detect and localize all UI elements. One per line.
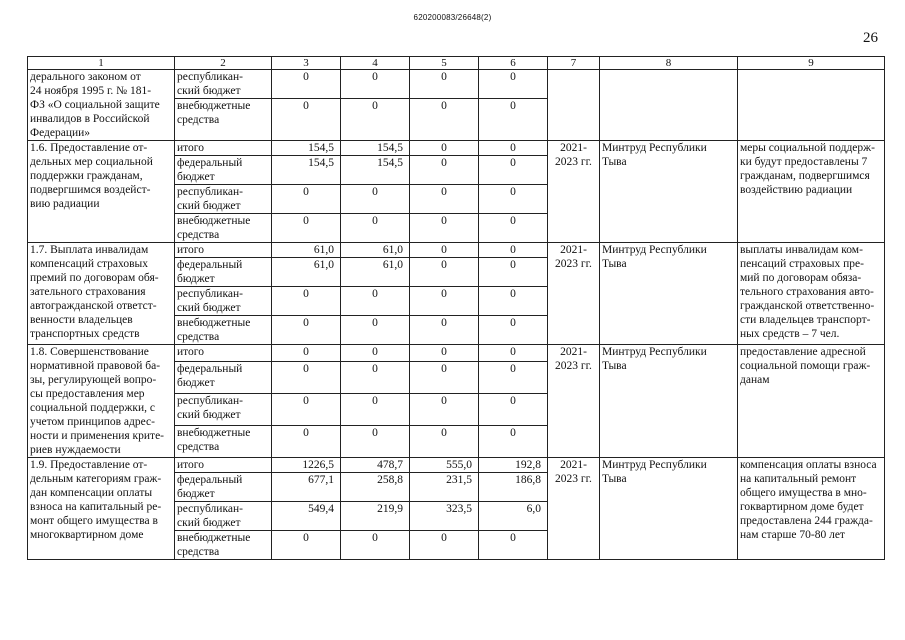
amount-cell: 0 [341, 214, 410, 243]
column-number-header: 9 [738, 57, 885, 70]
amount-cell: 61,0 [341, 243, 410, 258]
amount-cell: 154,5 [272, 141, 341, 156]
amount-cell: 0 [341, 287, 410, 316]
funding-source-cell: республикан- ский бюджет [175, 502, 272, 531]
period-cell: 2021- 2023 гг. [548, 345, 600, 458]
executor-cell: Минтруд Республики Тыва [600, 345, 738, 458]
period-cell: 2021- 2023 гг. [548, 458, 600, 560]
column-number-header: 4 [341, 57, 410, 70]
funding-source-cell: республикан- ский бюджет [175, 70, 272, 99]
funding-source-cell: федеральный бюджет [175, 473, 272, 502]
table-row [28, 458, 885, 473]
amount-cell: 192,8 [479, 458, 548, 473]
amount-cell: 154,5 [341, 156, 410, 185]
amount-cell: 6,0 [479, 502, 548, 531]
amount-cell: 0 [410, 345, 479, 362]
amount-cell: 0 [341, 99, 410, 141]
main-table [27, 56, 885, 560]
column-number-header: 7 [548, 57, 600, 70]
amount-cell: 323,5 [410, 502, 479, 531]
measure-name-cell: дерального законом от 24 ноября 1995 г. № 181- ФЗ «О социальной защите инвалидов в Российской Федерации» [28, 70, 175, 141]
amount-cell: 478,7 [341, 458, 410, 473]
amount-cell: 0 [410, 287, 479, 316]
amount-cell: 0 [410, 99, 479, 141]
funding-source-cell: итого [175, 345, 272, 362]
result-cell: компенсация оплаты взноса на капитальный ремонт общего имущества в мно- гоквартирном доме будет предоставлена 244 гражда- нам старше 70-80 лет [738, 458, 885, 560]
amount-cell: 0 [410, 185, 479, 214]
result-cell: меры социальной поддерж- ки будут предоставлены 7 гражданам, подвергшимся воздействию радиации [738, 141, 885, 243]
table-row [28, 70, 885, 99]
period-cell: 2021- 2023 гг. [548, 141, 600, 243]
amount-cell: 0 [341, 345, 410, 362]
amount-cell: 0 [410, 156, 479, 185]
amount-cell: 0 [410, 316, 479, 345]
period-cell [548, 70, 600, 141]
table-row [28, 141, 885, 156]
amount-cell: 154,5 [341, 141, 410, 156]
column-number-header: 2 [175, 57, 272, 70]
amount-cell: 258,8 [341, 473, 410, 502]
funding-source-cell: внебюджетные средства [175, 316, 272, 345]
period-cell: 2021- 2023 гг. [548, 243, 600, 345]
amount-cell: 0 [479, 214, 548, 243]
amount-cell: 186,8 [479, 473, 548, 502]
amount-cell: 0 [479, 141, 548, 156]
amount-cell: 0 [479, 425, 548, 457]
amount-cell: 0 [341, 70, 410, 99]
executor-cell: Минтруд Республики Тыва [600, 243, 738, 345]
amount-cell: 0 [410, 531, 479, 560]
amount-cell: 0 [479, 156, 548, 185]
funding-source-cell: итого [175, 458, 272, 473]
funding-source-cell: внебюджетные средства [175, 99, 272, 141]
executor-cell [600, 70, 738, 141]
amount-cell: 1226,5 [272, 458, 341, 473]
amount-cell: 0 [410, 141, 479, 156]
table-row [28, 345, 885, 362]
amount-cell: 0 [272, 214, 341, 243]
amount-cell: 0 [479, 345, 548, 362]
amount-cell: 0 [479, 258, 548, 287]
funding-source-cell: внебюджетные средства [175, 214, 272, 243]
amount-cell: 0 [410, 361, 479, 393]
amount-cell: 0 [479, 316, 548, 345]
amount-cell: 0 [479, 287, 548, 316]
amount-cell: 555,0 [410, 458, 479, 473]
amount-cell: 0 [410, 70, 479, 99]
amount-cell: 0 [479, 393, 548, 425]
amount-cell: 0 [272, 531, 341, 560]
funding-source-cell: внебюджетные средства [175, 425, 272, 457]
measure-name-cell: 1.8. Совершенствование нормативной правовой ба- зы, регулирующей вопро- сы предоставления мер социальной поддержки, с учетом принципов адрес- ности и применения крите- риев нуждаемости [28, 345, 175, 458]
amount-cell: 0 [272, 185, 341, 214]
amount-cell: 61,0 [272, 243, 341, 258]
funding-source-cell: федеральный бюджет [175, 156, 272, 185]
executor-cell: Минтруд Республики Тыва [600, 458, 738, 560]
funding-source-cell: республикан- ский бюджет [175, 393, 272, 425]
amount-cell: 231,5 [410, 473, 479, 502]
amount-cell: 0 [272, 361, 341, 393]
column-number-header: 1 [28, 57, 175, 70]
measure-name-cell: 1.6. Предоставление от- дельных мер социальной поддержки гражданам, подвергшимся воздейст- вию радиации [28, 141, 175, 243]
measure-name-cell: 1.7. Выплата инвалидам компенсаций страховых премий по договорам обя- зательного страхования автогражданской ответст- венности владельцев транспортных средств [28, 243, 175, 345]
amount-cell: 0 [272, 393, 341, 425]
amount-cell: 0 [479, 70, 548, 99]
amount-cell: 0 [341, 393, 410, 425]
amount-cell: 0 [479, 531, 548, 560]
table-body [28, 57, 885, 560]
funding-source-cell: федеральный бюджет [175, 258, 272, 287]
amount-cell: 0 [410, 425, 479, 457]
page-number: 26 [863, 30, 878, 46]
amount-cell: 0 [341, 531, 410, 560]
amount-cell: 154,5 [272, 156, 341, 185]
amount-cell: 0 [410, 214, 479, 243]
amount-cell: 0 [479, 185, 548, 214]
result-cell [738, 70, 885, 141]
executor-cell: Минтруд Республики Тыва [600, 141, 738, 243]
funding-source-cell: республикан- ский бюджет [175, 287, 272, 316]
column-number-header-row [28, 57, 885, 70]
amount-cell: 0 [341, 425, 410, 457]
amount-cell: 0 [272, 287, 341, 316]
funding-source-cell: республикан- ский бюджет [175, 185, 272, 214]
funding-source-cell: внебюджетные средства [175, 531, 272, 560]
amount-cell: 61,0 [341, 258, 410, 287]
amount-cell: 0 [479, 361, 548, 393]
column-number-header: 8 [600, 57, 738, 70]
amount-cell: 677,1 [272, 473, 341, 502]
amount-cell: 549,4 [272, 502, 341, 531]
result-cell: предоставление адресной социальной помощи граж- данам [738, 345, 885, 458]
amount-cell: 0 [410, 393, 479, 425]
column-number-header: 6 [479, 57, 548, 70]
amount-cell: 0 [410, 258, 479, 287]
funding-source-cell: итого [175, 141, 272, 156]
measure-name-cell: 1.9. Предоставление от- дельным категориям граж- дан компенсации оплаты взноса на капитальный ре- монт общего имущества в многоквартирном доме [28, 458, 175, 560]
column-number-header: 5 [410, 57, 479, 70]
column-number-header: 3 [272, 57, 341, 70]
amount-cell: 0 [272, 70, 341, 99]
amount-cell: 0 [272, 345, 341, 362]
document-code: 620200083/26648(2) [413, 13, 492, 22]
funding-source-cell: итого [175, 243, 272, 258]
amount-cell: 0 [341, 316, 410, 345]
amount-cell: 0 [479, 99, 548, 141]
amount-cell: 0 [272, 425, 341, 457]
amount-cell: 0 [479, 243, 548, 258]
result-cell: выплаты инвалидам ком- пенсаций страховых пре- мий по договорам обяза- тельного страхования авто- гражданской ответственно- сти владельцев транспорт- ных средств – 7 чел. [738, 243, 885, 345]
funding-source-cell: федеральный бюджет [175, 361, 272, 393]
amount-cell: 0 [341, 185, 410, 214]
amount-cell: 0 [272, 316, 341, 345]
amount-cell: 0 [410, 243, 479, 258]
amount-cell: 61,0 [272, 258, 341, 287]
amount-cell: 219,9 [341, 502, 410, 531]
amount-cell: 0 [272, 99, 341, 141]
table-row [28, 243, 885, 258]
amount-cell: 0 [341, 361, 410, 393]
